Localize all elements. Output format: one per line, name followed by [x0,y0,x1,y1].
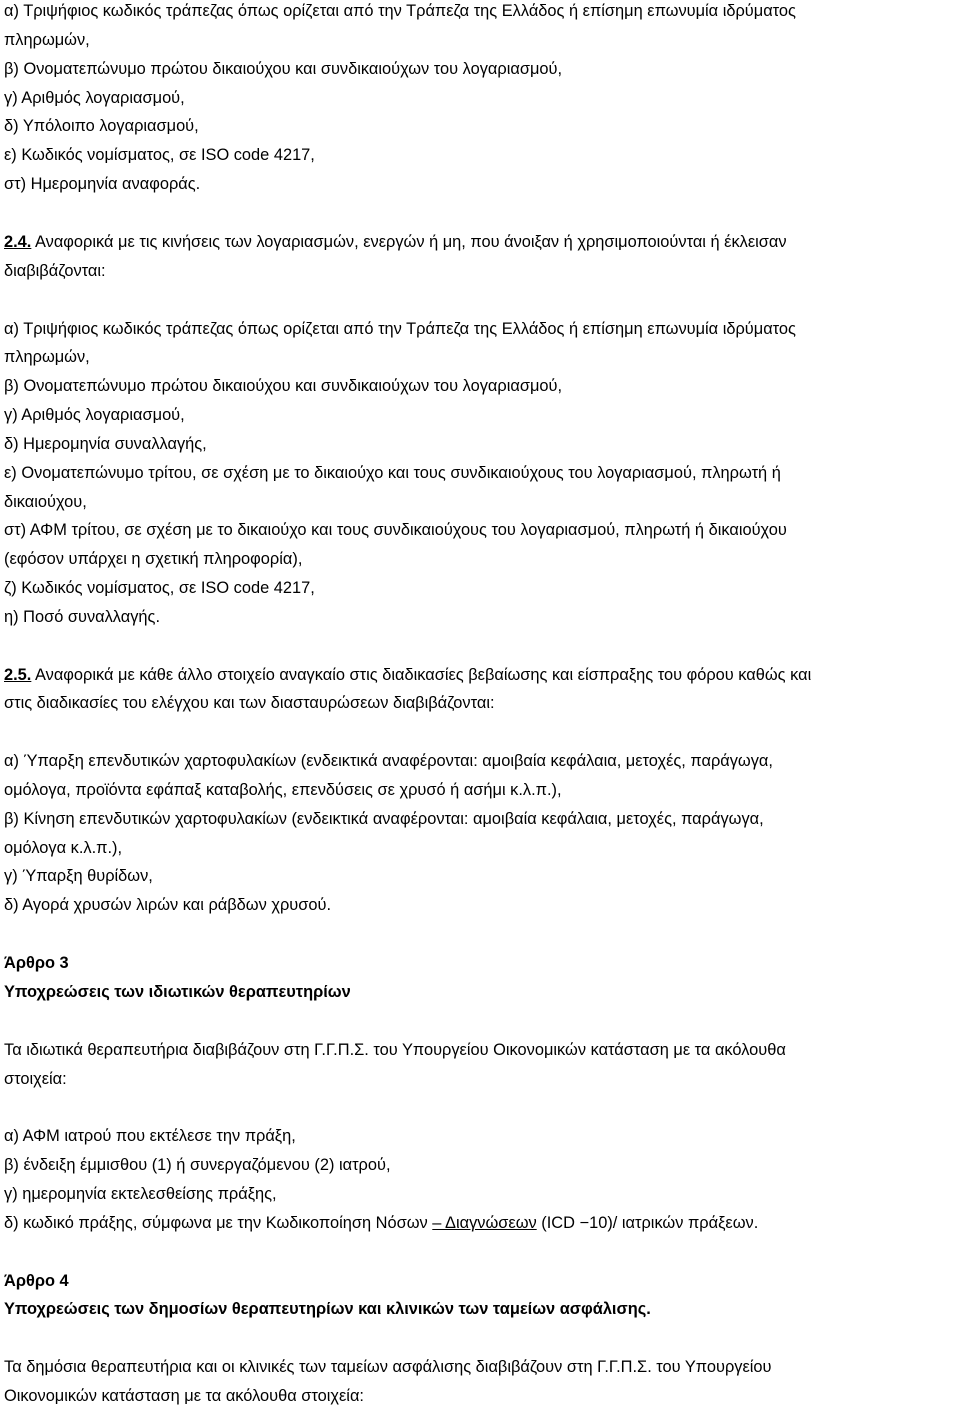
list-item: α) Ύπαρξη επενδυτικών χαρτοφυλακίων (ενδεικτικά αναφέρονται: αμοιβαία κεφάλαια, μετοχές, παράγωγα, [4,752,773,770]
article-4-subtitle: Υποχρεώσεις των δημοσίων θεραπευτηρίων και κλινικών των ταμείων ασφάλισης. [4,1300,651,1318]
block1-line: γ) Αριθμός λογαριασμού, [4,89,185,107]
list-item: α) Τριψήφιος κωδικός τράπεζας όπως ορίζεται από την Τράπεζα της Ελλάδος ή επίσημη επωνυμία ιδρύματος [4,320,796,338]
block1-line: πληρωμών, [4,31,90,49]
article-intro-line: στοιχεία: [4,1070,67,1088]
block1-line: στ) Ημερομηνία αναφοράς. [4,175,201,193]
section-intro-line: διαβιβάζονται: [4,262,106,280]
list-item: β) Κίνηση επενδυτικών χαρτοφυλακίων (ενδεικτικά αναφέρονται: αμοιβαία κεφάλαια, μετοχές, παράγωγα, [4,810,764,828]
list-item: (εφόσον υπάρχει η σχετική πληροφορία), [4,550,303,568]
list-item: η) Ποσό συναλλαγής. [4,608,160,626]
article-intro-line: Οικονομικών κατάσταση με τα ακόλουθα στοιχεία: [4,1387,364,1405]
list-item: ομόλογα κ.λ.π.), [4,839,123,857]
section-number: 2.5. [4,666,32,684]
list-item-text: (ICD −10)/ ιατρικών πράξεων. [536,1214,759,1232]
list-item: ε) Ονοματεπώνυμο τρίτου, σε σχέση με το δικαιούχο και τους συνδικαιούχους του λογαριασμού, πληρωτή ή [4,464,781,482]
list-item: δ) Ημερομηνία συναλλαγής, [4,435,207,453]
list-item: γ) Αριθμός λογαριασμού, [4,406,185,424]
section-intro: Αναφορικά με τις κινήσεις των λογαριασμών, ενεργών ή μη, που άνοιξαν ή χρησιμοποιούνται ή έκλεισαν [31,233,787,251]
underlined-text: – Διαγνώσεων [432,1214,537,1232]
list-item: γ) Ύπαρξη θυρίδων, [4,867,153,885]
list-item: α) ΑΦΜ ιατρού που εκτέλεσε την πράξη, [4,1127,296,1145]
list-item: δικαιούχου, [4,493,87,511]
block1-line: β) Ονοματεπώνυμο πρώτου δικαιούχου και συνδικαιούχων του λογαριασμού, [4,60,563,78]
article-intro-line: Τα δημόσια θεραπευτήρια και οι κλινικές των ταμείων ασφάλισης διαβιβάζουν στη Γ.Γ.Π.Σ. του Υπουργείου [4,1358,772,1376]
list-item: πληρωμών, [4,348,90,366]
block1-line: α) Τριψήφιος κωδικός τράπεζας όπως ορίζεται από την Τράπεζα της Ελλάδος ή επίσημη επωνυμία ιδρύματος [4,2,796,20]
list-item: δ) Αγορά χρυσών λιρών και ράβδων χρυσού. [4,896,331,914]
list-item: β) ένδειξη έμμισθου (1) ή συνεργαζόμενου (2) ιατρού, [4,1156,391,1174]
list-item: ομόλογα, προϊόντα εφάπαξ καταβολής, επενδύσεις σε χρυσό ή ασήμι κ.λ.π.), [4,781,562,799]
list-item: στ) ΑΦΜ τρίτου, σε σχέση με το δικαιούχο και τους συνδικαιούχους του λογαριασμού, πληρωτή ή δικαιούχου [4,521,787,539]
article-3-subtitle: Υποχρεώσεις των ιδιωτικών θεραπευτηρίων [4,983,351,1001]
list-item: γ) ημερομηνία εκτελεσθείσης πράξης, [4,1185,277,1203]
article-3-title: Άρθρο 3 [4,954,69,972]
list-item [4,1213,758,1233]
section-intro: Αναφορικά με κάθε άλλο στοιχείο αναγκαίο στις διαδικασίες βεβαίωσης και είσπραξης του φόρου καθώς και [31,666,812,684]
article-4-title: Άρθρο 4 [4,1272,69,1290]
section-intro-line: στις διαδικασίες του ελέγχου και των διασταυρώσεων διαβιβάζονται: [4,694,495,712]
list-item: β) Ονοματεπώνυμο πρώτου δικαιούχου και συνδικαιούχων του λογαριασμού, [4,377,563,395]
article-intro-line: Τα ιδιωτικά θεραπευτήρια διαβιβάζουν στη Γ.Γ.Π.Σ. του Υπουργείου Οικονομικών κατάσταση με τα ακόλουθα [4,1041,786,1059]
list-item: ζ) Κωδικός νομίσματος, σε ISO code 4217, [4,579,315,597]
section-2-5-heading [4,665,811,685]
list-item-text: δ) κωδικό πράξης, σύμφωνα με την Κωδικοποίηση Νόσων [4,1214,433,1232]
block1-line: δ) Υπόλοιπο λογαριασμού, [4,117,199,135]
section-number: 2.4. [4,233,32,251]
section-2-4-heading [4,232,787,252]
block1-line: ε) Κωδικός νομίσματος, σε ISO code 4217, [4,146,315,164]
